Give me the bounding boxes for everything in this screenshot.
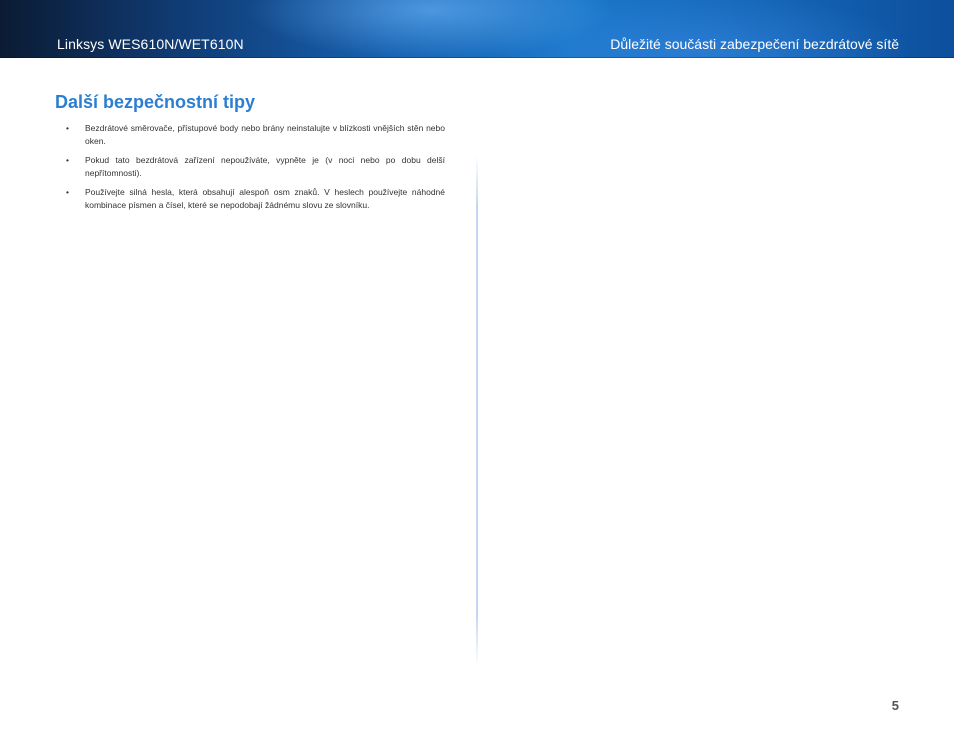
header-banner — [0, 0, 954, 58]
column-divider — [476, 155, 478, 667]
list-item — [64, 186, 445, 212]
page-title: Další bezpečnostní tipy — [55, 92, 256, 112]
list-item — [64, 122, 445, 148]
bullet-marker: • — [66, 155, 69, 165]
list-item-text: Používejte silná hesla, která obsahují alespoň osm znaků. V heslech používejte náhodné kombinace písmen a čísel, které se nepodobají žádnému slovu ze slovníku. — [85, 187, 445, 210]
tips-list — [64, 122, 445, 218]
section-title: Důležité součásti zabezpečení bezdrátové sítě — [610, 36, 899, 52]
product-name: Linksys WES610N/WET610N — [57, 36, 244, 52]
bullet-marker: • — [66, 187, 69, 197]
list-item-text: Pokud tato bezdrátová zařízení nepoužíváte, vypněte je (v noci nebo po dobu delší nepřítomnosti). — [85, 155, 445, 178]
list-item-text: Bezdrátové směrovače, přístupové body nebo brány neinstalujte v blízkosti vnějších stěn nebo oken. — [85, 123, 445, 146]
list-item — [64, 154, 445, 180]
bullet-marker: • — [66, 123, 69, 133]
page-number: 5 — [891, 698, 899, 713]
